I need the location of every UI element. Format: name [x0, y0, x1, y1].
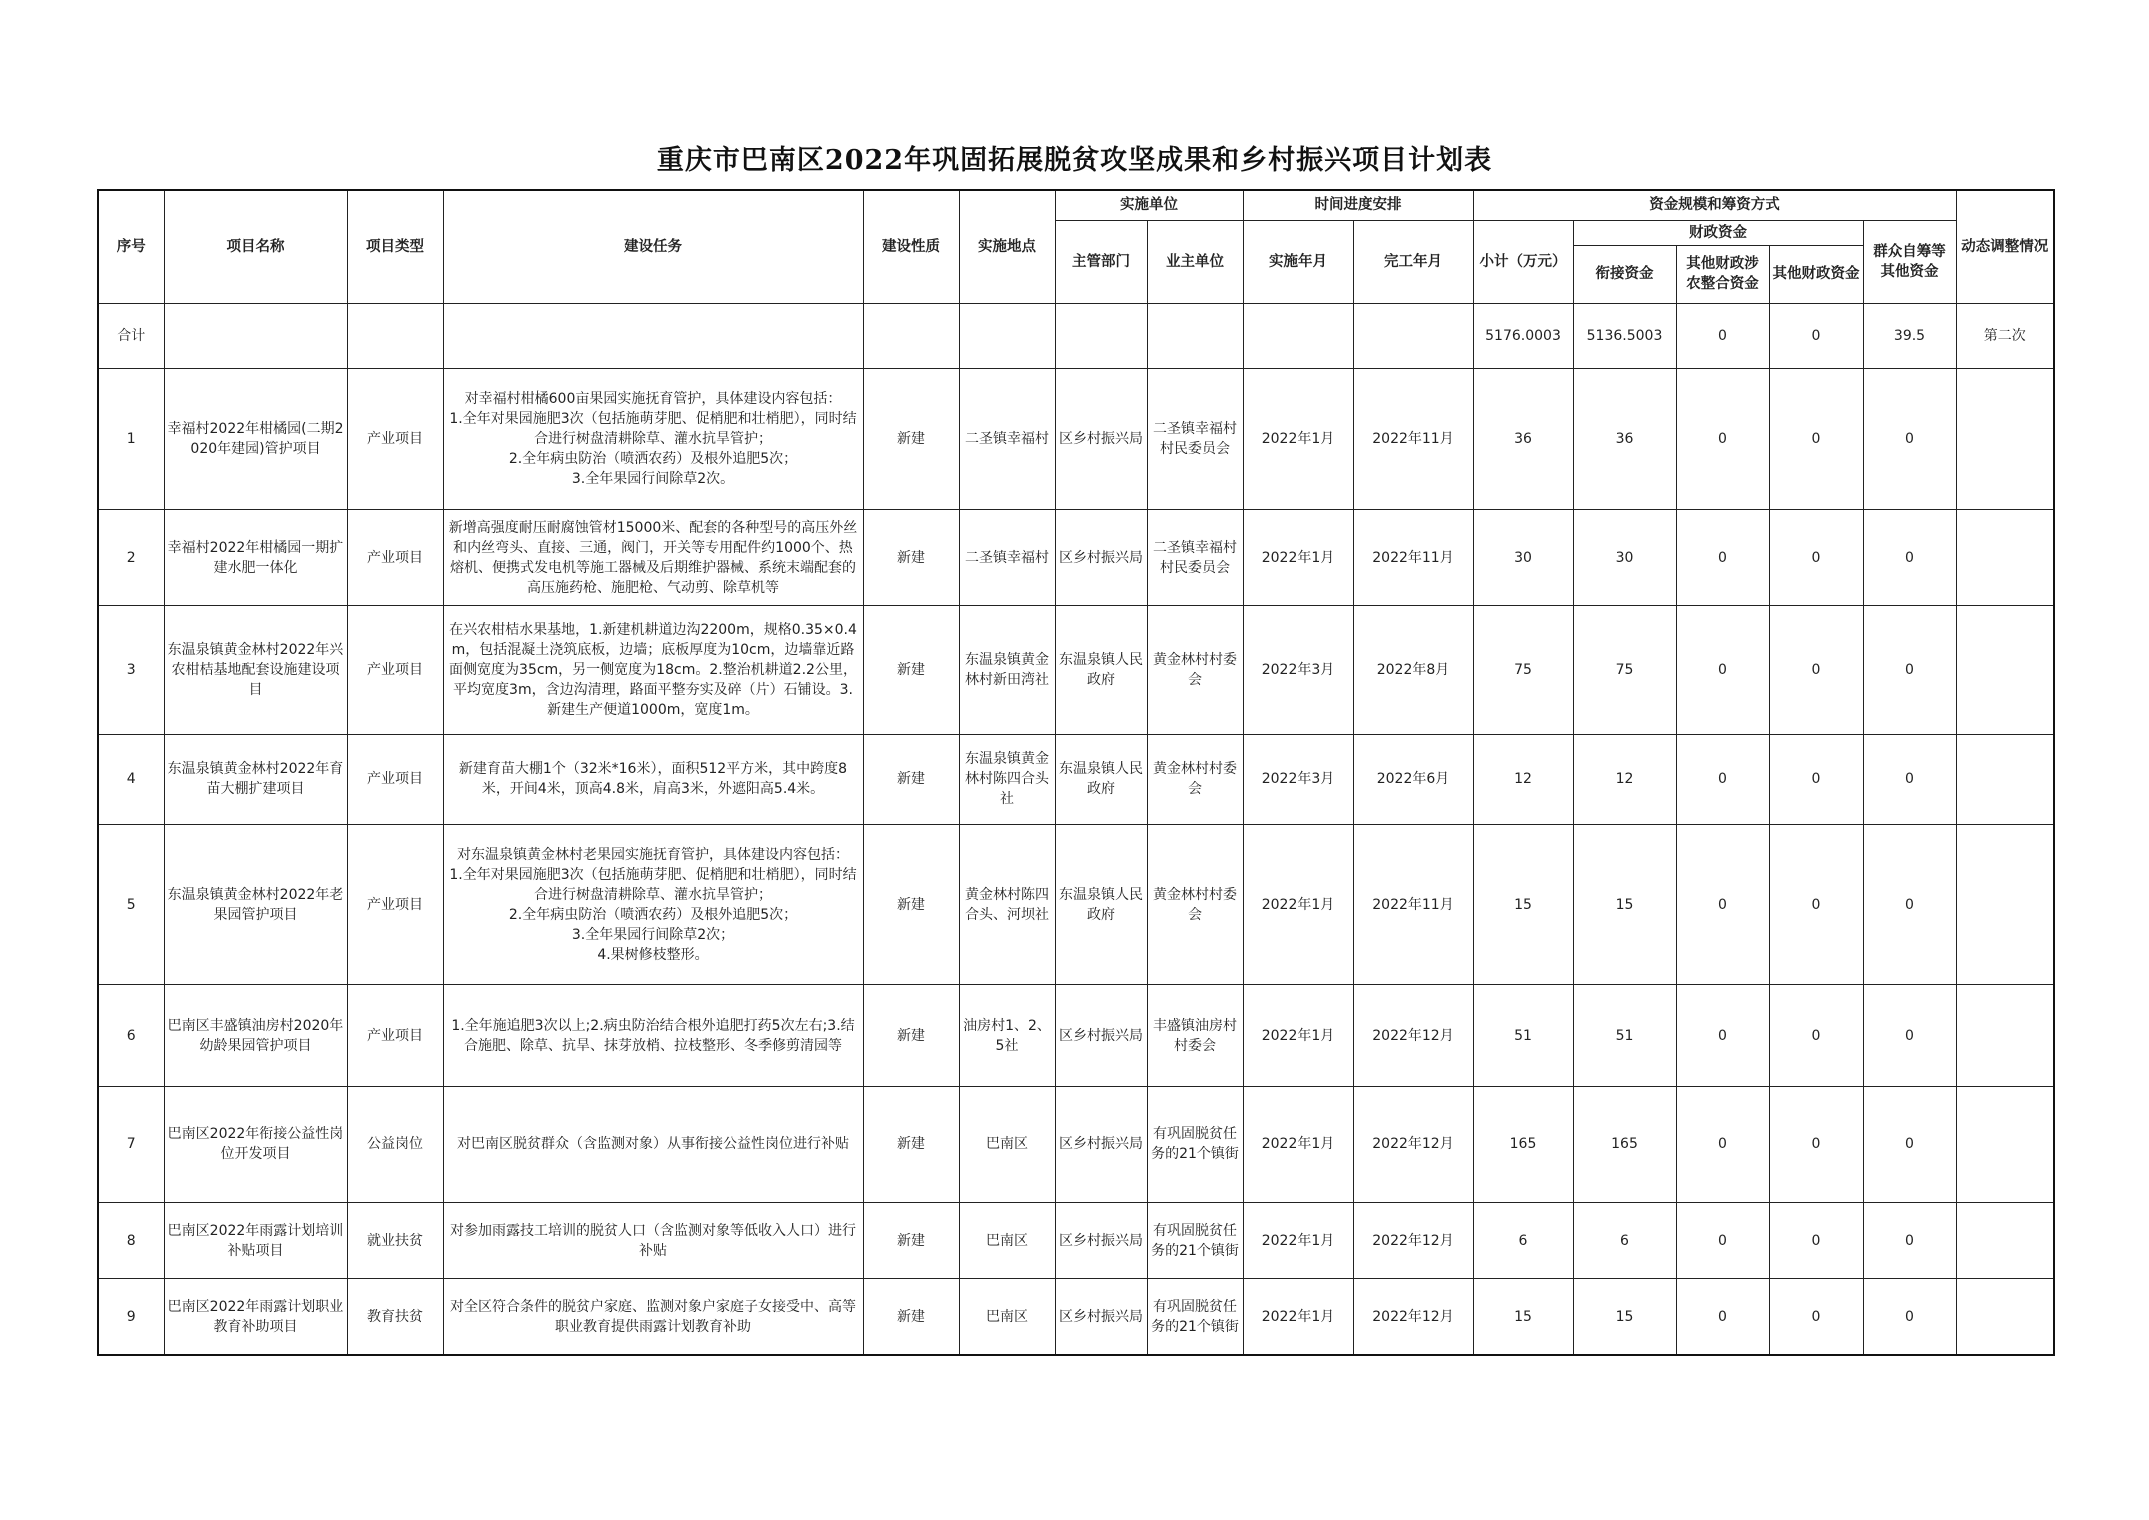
row-owner: 丰盛镇油房村村委会 [1147, 985, 1243, 1086]
row-dept: 区乡村振兴局 [1055, 1203, 1147, 1279]
table-row [98, 985, 2054, 1086]
row-name: 东温泉镇黄金林村2022年兴农柑桔基地配套设施建设项目 [164, 606, 347, 734]
row-nature: 新建 [863, 985, 959, 1086]
row-type: 产业项目 [347, 734, 443, 824]
row-dept: 东温泉镇人民政府 [1055, 734, 1147, 824]
row-agri: 0 [1676, 1203, 1769, 1279]
row-adjust [1956, 985, 2054, 1086]
header-adjust: 动态调整情况 [1956, 190, 2054, 303]
row-self-raised: 0 [1863, 510, 1956, 606]
row-end: 2022年6月 [1353, 734, 1473, 824]
row-seq: 8 [98, 1203, 164, 1279]
row-task: 在兴农柑桔水果基地，1.新建机耕道边沟2200m，规格0.35×0.4m，包括混凝土浇筑底板，边墙；底板厚度为10cm，边墙靠近路面侧宽度为35cm，另一侧宽度为18cm。2.整治机耕道2.2公里，平均宽度3m，含边沟清理，路面平整夯实及碎（片）石铺设。3.新建生产便道1000m，宽度1m。 [443, 606, 863, 734]
row-nature: 新建 [863, 1203, 959, 1279]
row-owner: 黄金林村村委会 [1147, 606, 1243, 734]
row-adjust [1956, 734, 2054, 824]
project-plan-table [97, 189, 2055, 1356]
row-name: 东温泉镇黄金林村2022年老果园管护项目 [164, 824, 347, 984]
table-row [98, 510, 2054, 606]
row-name: 幸福村2022年柑橘园(二期2020年建园)管护项目 [164, 368, 347, 509]
row-end: 2022年12月 [1353, 1086, 1473, 1202]
row-other-fiscal: 0 [1769, 734, 1863, 824]
row-self-raised: 0 [1863, 1203, 1956, 1279]
header-start: 实施年月 [1243, 220, 1353, 303]
header-name: 项目名称 [164, 190, 347, 303]
row-nature: 新建 [863, 1086, 959, 1202]
row-linkage: 15 [1573, 1279, 1676, 1355]
row-type: 教育扶贫 [347, 1279, 443, 1355]
row-linkage: 51 [1573, 985, 1676, 1086]
row-self-raised: 0 [1863, 824, 1956, 984]
row-name: 巴南区2022年衔接公益性岗位开发项目 [164, 1086, 347, 1202]
row-seq: 2 [98, 510, 164, 606]
total-self-raised: 39.5 [1863, 303, 1956, 368]
page-title: 重庆市巴南区2022年巩固拓展脱贫攻坚成果和乡村振兴项目计划表 [656, 145, 1493, 176]
row-location: 油房村1、2、5社 [959, 985, 1055, 1086]
row-start: 2022年1月 [1243, 1203, 1353, 1279]
row-nature: 新建 [863, 606, 959, 734]
row-other-fiscal: 0 [1769, 368, 1863, 509]
row-linkage: 165 [1573, 1086, 1676, 1202]
row-seq: 6 [98, 985, 164, 1086]
row-task: 对巴南区脱贫群众（含监测对象）从事衔接公益性岗位进行补贴 [443, 1086, 863, 1202]
row-adjust [1956, 368, 2054, 509]
row-location: 黄金林村陈四合头、河坝社 [959, 824, 1055, 984]
row-agri: 0 [1676, 510, 1769, 606]
row-adjust [1956, 1279, 2054, 1355]
row-dept: 区乡村振兴局 [1055, 368, 1147, 509]
row-linkage: 12 [1573, 734, 1676, 824]
total-label: 合计 [98, 303, 164, 368]
row-dept: 东温泉镇人民政府 [1055, 606, 1147, 734]
row-location: 巴南区 [959, 1086, 1055, 1202]
row-task: 1.全年施追肥3次以上;2.病虫防治结合根外追肥打药5次左右;3.结合施肥、除草、抗旱、抹芽放梢、拉枝整形、冬季修剪清园等 [443, 985, 863, 1086]
row-task: 对全区符合条件的脱贫户家庭、监测对象户家庭子女接受中、高等职业教育提供雨露计划教育补助 [443, 1279, 863, 1355]
row-owner: 有巩固脱贫任务的21个镇街 [1147, 1203, 1243, 1279]
row-type: 产业项目 [347, 510, 443, 606]
row-agri: 0 [1676, 985, 1769, 1086]
header-other-fiscal: 其他财政资金 [1769, 245, 1863, 303]
row-type: 产业项目 [347, 824, 443, 984]
header-linkage: 衔接资金 [1573, 245, 1676, 303]
header-owner: 业主单位 [1147, 220, 1243, 303]
row-end: 2022年8月 [1353, 606, 1473, 734]
row-subtotal: 165 [1473, 1086, 1573, 1202]
header-dept: 主管部门 [1055, 220, 1147, 303]
header-fund-group: 资金规模和筹资方式 [1473, 190, 1956, 220]
row-owner: 有巩固脱贫任务的21个镇街 [1147, 1086, 1243, 1202]
row-agri: 0 [1676, 368, 1769, 509]
row-subtotal: 15 [1473, 1279, 1573, 1355]
total-other-fiscal: 0 [1769, 303, 1863, 368]
row-type: 产业项目 [347, 985, 443, 1086]
row-self-raised: 0 [1863, 734, 1956, 824]
row-task: 新建育苗大棚1个（32米*16米），面积512平方米，其中跨度8米，开间4米，顶高4.8米，肩高3米，外遮阳高5.4米。 [443, 734, 863, 824]
table-row [98, 1203, 2054, 1279]
row-subtotal: 6 [1473, 1203, 1573, 1279]
row-seq: 7 [98, 1086, 164, 1202]
header-agri: 其他财政涉农整合资金 [1676, 245, 1769, 303]
row-other-fiscal: 0 [1769, 1086, 1863, 1202]
row-end: 2022年12月 [1353, 1203, 1473, 1279]
row-location: 二圣镇幸福村 [959, 510, 1055, 606]
row-seq: 4 [98, 734, 164, 824]
row-subtotal: 36 [1473, 368, 1573, 509]
row-other-fiscal: 0 [1769, 1279, 1863, 1355]
table-row [98, 1086, 2054, 1202]
row-location: 巴南区 [959, 1279, 1055, 1355]
table-row [98, 734, 2054, 824]
row-linkage: 36 [1573, 368, 1676, 509]
header-location: 实施地点 [959, 190, 1055, 303]
row-other-fiscal: 0 [1769, 606, 1863, 734]
row-other-fiscal: 0 [1769, 510, 1863, 606]
row-seq: 5 [98, 824, 164, 984]
total-subtotal: 5176.0003 [1473, 303, 1573, 368]
row-self-raised: 0 [1863, 368, 1956, 509]
row-name: 幸福村2022年柑橘园一期扩建水肥一体化 [164, 510, 347, 606]
row-dept: 区乡村振兴局 [1055, 1086, 1147, 1202]
total-row [98, 303, 2054, 368]
row-start: 2022年1月 [1243, 824, 1353, 984]
row-location: 二圣镇幸福村 [959, 368, 1055, 509]
header-type: 项目类型 [347, 190, 443, 303]
row-other-fiscal: 0 [1769, 824, 1863, 984]
row-location: 东温泉镇黄金林村新田湾社 [959, 606, 1055, 734]
header-time-group: 时间进度安排 [1243, 190, 1473, 220]
row-nature: 新建 [863, 734, 959, 824]
row-agri: 0 [1676, 1279, 1769, 1355]
row-type: 产业项目 [347, 368, 443, 509]
header-self-raised: 群众自筹等其他资金 [1863, 220, 1956, 303]
row-adjust [1956, 824, 2054, 984]
total-linkage: 5136.5003 [1573, 303, 1676, 368]
row-end: 2022年11月 [1353, 368, 1473, 509]
row-subtotal: 75 [1473, 606, 1573, 734]
row-nature: 新建 [863, 368, 959, 509]
row-linkage: 30 [1573, 510, 1676, 606]
row-agri: 0 [1676, 606, 1769, 734]
row-self-raised: 0 [1863, 985, 1956, 1086]
row-adjust [1956, 1086, 2054, 1202]
row-agri: 0 [1676, 734, 1769, 824]
row-start: 2022年1月 [1243, 1279, 1353, 1355]
row-nature: 新建 [863, 824, 959, 984]
row-start: 2022年1月 [1243, 368, 1353, 509]
row-owner: 二圣镇幸福村村民委员会 [1147, 368, 1243, 509]
header-fiscal-group: 财政资金 [1573, 220, 1863, 245]
row-start: 2022年1月 [1243, 1086, 1353, 1202]
row-linkage: 6 [1573, 1203, 1676, 1279]
row-adjust [1956, 510, 2054, 606]
row-other-fiscal: 0 [1769, 985, 1863, 1086]
row-task: 对幸福村柑橘600亩果园实施抚育管护，具体建设内容包括： 1.全年对果园施肥3次（包括施萌芽肥、促梢肥和壮梢肥），同时结合进行树盘清耕除草、灌水抗旱管护； 2.全年病虫防治（喷洒农药）及根外追肥5次； 3.全年果园行间除草2次。 [443, 368, 863, 509]
header-end: 完工年月 [1353, 220, 1473, 303]
row-dept: 区乡村振兴局 [1055, 1279, 1147, 1355]
row-seq: 9 [98, 1279, 164, 1355]
row-task: 对东温泉镇黄金林村老果园实施抚育管护，具体建设内容包括： 1.全年对果园施肥3次（包括施萌芽肥、促梢肥和壮梢肥），同时结合进行树盘清耕除草、灌水抗旱管护； 2.全年病虫防治（喷洒农药）及根外追肥5次； 3.全年果园行间除草2次； 4.果树修枝整形。 [443, 824, 863, 984]
table-row [98, 824, 2054, 984]
row-type: 就业扶贫 [347, 1203, 443, 1279]
row-other-fiscal: 0 [1769, 1203, 1863, 1279]
header-subtotal: 小计（万元） [1473, 220, 1573, 303]
header-seq: 序号 [98, 190, 164, 303]
row-adjust [1956, 606, 2054, 734]
table-row [98, 368, 2054, 509]
row-seq: 1 [98, 368, 164, 509]
row-name: 巴南区2022年雨露计划培训补贴项目 [164, 1203, 347, 1279]
row-owner: 二圣镇幸福村村民委员会 [1147, 510, 1243, 606]
row-subtotal: 30 [1473, 510, 1573, 606]
row-type: 公益岗位 [347, 1086, 443, 1202]
row-agri: 0 [1676, 1086, 1769, 1202]
row-subtotal: 12 [1473, 734, 1573, 824]
row-type: 产业项目 [347, 606, 443, 734]
header-unit-group: 实施单位 [1055, 190, 1243, 220]
row-dept: 东温泉镇人民政府 [1055, 824, 1147, 984]
row-owner: 黄金林村村委会 [1147, 824, 1243, 984]
total-adjust: 第二次 [1956, 303, 2054, 368]
row-end: 2022年12月 [1353, 1279, 1473, 1355]
row-location: 巴南区 [959, 1203, 1055, 1279]
row-start: 2022年3月 [1243, 734, 1353, 824]
header-nature: 建设性质 [863, 190, 959, 303]
row-start: 2022年1月 [1243, 985, 1353, 1086]
row-agri: 0 [1676, 824, 1769, 984]
row-start: 2022年3月 [1243, 606, 1353, 734]
row-nature: 新建 [863, 510, 959, 606]
row-adjust [1956, 1203, 2054, 1279]
row-linkage: 75 [1573, 606, 1676, 734]
row-self-raised: 0 [1863, 606, 1956, 734]
row-end: 2022年11月 [1353, 824, 1473, 984]
row-self-raised: 0 [1863, 1086, 1956, 1202]
row-dept: 区乡村振兴局 [1055, 510, 1147, 606]
row-name: 巴南区2022年雨露计划职业教育补助项目 [164, 1279, 347, 1355]
row-name: 巴南区丰盛镇油房村2020年幼龄果园管护项目 [164, 985, 347, 1086]
row-self-raised: 0 [1863, 1279, 1956, 1355]
row-owner: 黄金林村村委会 [1147, 734, 1243, 824]
row-end: 2022年11月 [1353, 510, 1473, 606]
row-subtotal: 51 [1473, 985, 1573, 1086]
row-linkage: 15 [1573, 824, 1676, 984]
row-dept: 区乡村振兴局 [1055, 985, 1147, 1086]
row-start: 2022年1月 [1243, 510, 1353, 606]
table-row [98, 1279, 2054, 1355]
row-owner: 有巩固脱贫任务的21个镇街 [1147, 1279, 1243, 1355]
row-nature: 新建 [863, 1279, 959, 1355]
row-task: 新增高强度耐压耐腐蚀管材15000米、配套的各种型号的高压外丝和内丝弯头、直接、三通，阀门，开关等专用配件约1000个、热熔机、便携式发电机等施工器械及后期维护器械、系统末端配套的高压施药枪、施肥枪、气动剪、除草机等 [443, 510, 863, 606]
row-seq: 3 [98, 606, 164, 734]
row-task: 对参加雨露技工培训的脱贫人口（含监测对象等低收入人口）进行补贴 [443, 1203, 863, 1279]
row-end: 2022年12月 [1353, 985, 1473, 1086]
row-name: 东温泉镇黄金林村2022年育苗大棚扩建项目 [164, 734, 347, 824]
table-row [98, 606, 2054, 734]
row-location: 东温泉镇黄金林村陈四合头社 [959, 734, 1055, 824]
row-subtotal: 15 [1473, 824, 1573, 984]
header-task: 建设任务 [443, 190, 863, 303]
total-agri: 0 [1676, 303, 1769, 368]
